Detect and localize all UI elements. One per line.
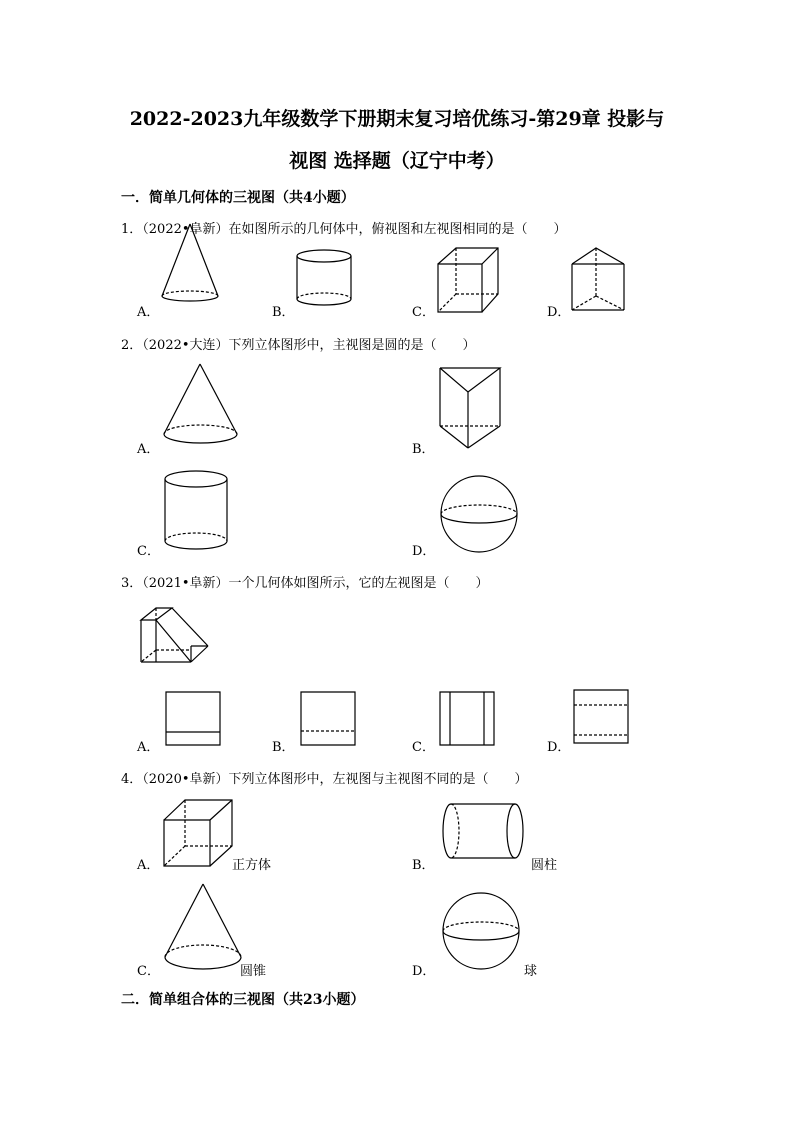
question-4-text: 4．（2020•阜新）下列立体图形中，左视图与主视图不同的是（ ） xyxy=(121,772,528,787)
q4-option-b-label: B． xyxy=(412,858,435,873)
q2-triangular-prism-icon xyxy=(436,364,504,452)
section-heading-2: 二．简单组合体的三视图（共23小题） xyxy=(121,992,365,1008)
q4-caption-cylinder: 圆柱 xyxy=(531,858,558,873)
q3-square-solid-line-icon xyxy=(164,690,222,748)
q3-option-b-label: B． xyxy=(272,740,295,755)
q4-option-c-label: C． xyxy=(137,964,160,979)
q4-caption-sphere: 球 xyxy=(524,964,538,979)
document-title-line-2: 视图 选择题（辽宁中考） xyxy=(289,150,505,172)
q3-option-a-label: A． xyxy=(137,740,160,755)
q4-cube-icon xyxy=(160,796,236,868)
q4-option-a-label: A． xyxy=(137,858,160,873)
section-heading-1: 一．简单几何体的三视图（共4小题） xyxy=(121,190,355,206)
q4-option-d-label: D． xyxy=(412,964,436,979)
q4-caption-cube: 正方体 xyxy=(232,858,272,873)
q2-option-d-label: D． xyxy=(412,544,436,559)
q2-option-c-label: C． xyxy=(137,544,160,559)
question-2-text: 2．（2022•大连）下列立体图形中，主视图是圆的是（ ） xyxy=(121,338,476,353)
q4-caption-cone: 圆锥 xyxy=(240,964,267,979)
q1-cylinder-icon xyxy=(294,246,356,312)
q4-cone-icon xyxy=(160,880,246,976)
question-3-text: 3．（2021•阜新）一个几何体如图所示，它的左视图是（ ） xyxy=(121,576,489,591)
q2-option-b-label: B． xyxy=(412,442,435,457)
q1-option-b-label: B． xyxy=(272,305,295,320)
q2-option-a-label: A． xyxy=(137,442,160,457)
q1-option-a-label: A． xyxy=(137,305,160,320)
q3-square-two-vertical-lines-icon xyxy=(438,690,496,748)
q1-cone-icon xyxy=(160,220,220,310)
q2-cylinder-icon xyxy=(162,468,230,554)
q1-triangular-prism-icon xyxy=(568,244,628,314)
q4-horizontal-cylinder-icon xyxy=(440,800,526,862)
document-title-line-1: 2022-2023九年级数学下册期末复习培优练习-第29章 投影与 xyxy=(129,108,665,130)
q3-square-dashed-line-icon xyxy=(299,690,357,748)
q2-cone-icon xyxy=(160,360,242,450)
q4-sphere-icon xyxy=(438,888,524,974)
q3-option-d-label: D． xyxy=(547,740,571,755)
q3-option-c-label: C． xyxy=(412,740,435,755)
q1-option-d-label: D． xyxy=(547,305,571,320)
q3-square-two-dashed-lines-icon xyxy=(572,688,630,746)
q1-cube-icon xyxy=(434,246,500,316)
q3-composite-solid-icon xyxy=(136,604,214,668)
question-1-text: 1．（2022•阜新）在如图所示的几何体中，俯视图和左视图相同的是（ ） xyxy=(121,222,567,237)
q1-option-c-label: C． xyxy=(412,305,435,320)
q2-sphere-icon xyxy=(436,472,522,558)
